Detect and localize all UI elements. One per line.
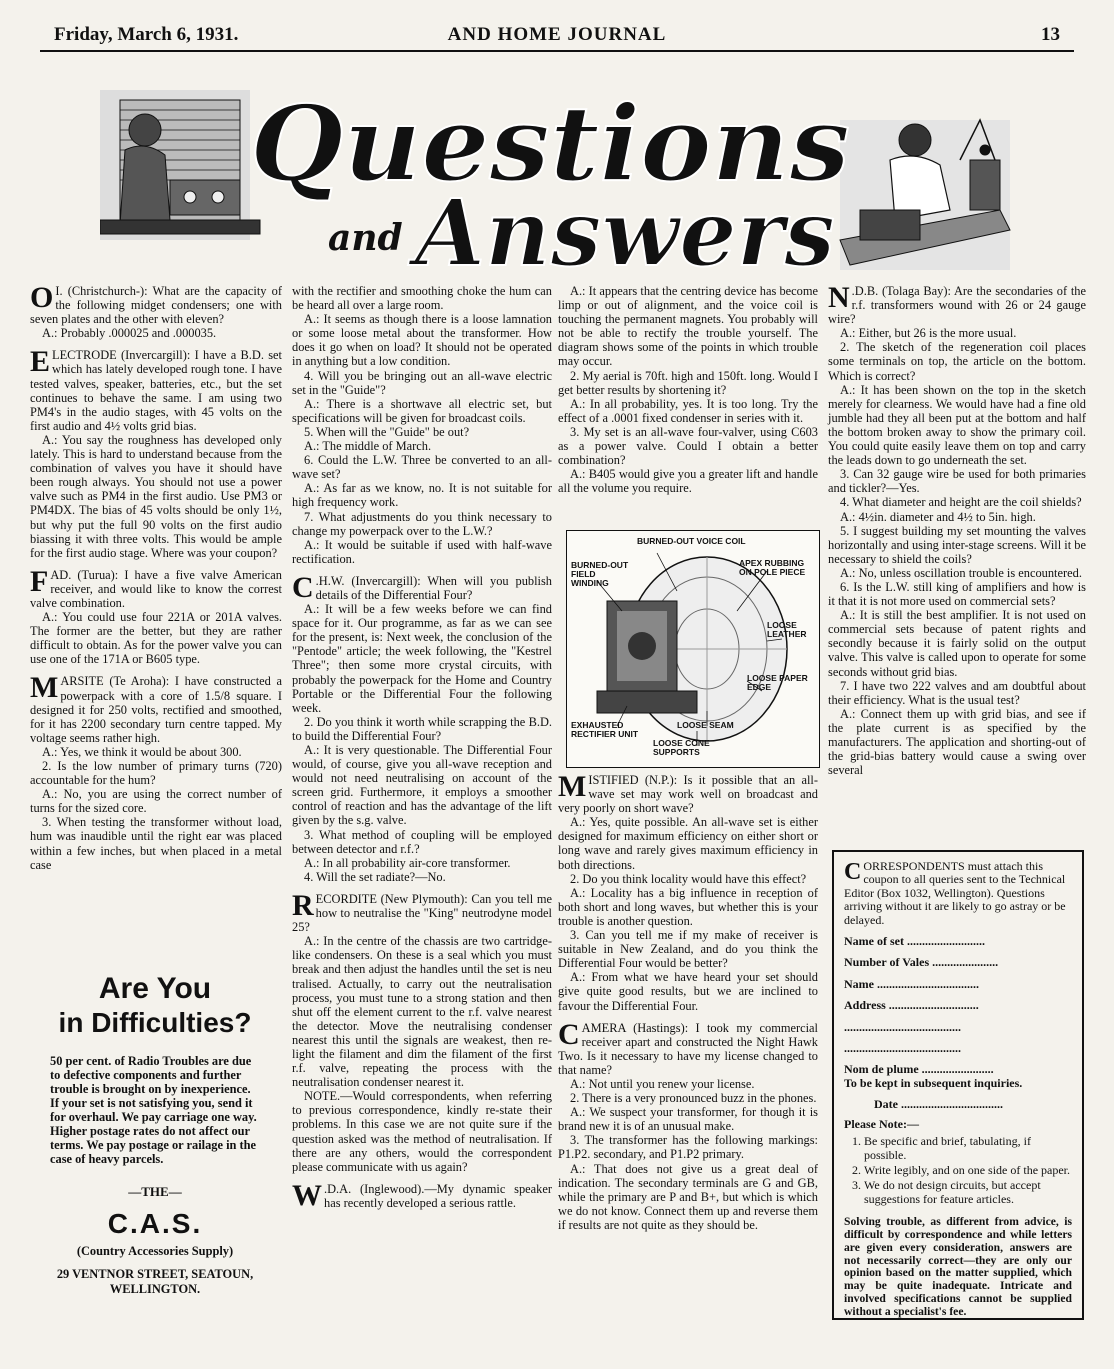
drop-cap: C — [558, 1017, 580, 1051]
column-2 — [292, 284, 552, 1210]
label-loose-leather: LOOSE LEATHER — [767, 620, 807, 639]
answer-paragraph — [828, 495, 1086, 509]
paragraph-text: A.: It is very questionable. The Differential Four would, of course, give you all-wave reception and would not need neutralising on account of the screen grid. Furthermore, it employs a smoother control of reaction and has the advantage of the lift given by the s.g. valve. — [292, 743, 552, 828]
question-paragraph — [30, 281, 282, 327]
drop-cap: O — [30, 281, 54, 314]
paragraph-text: A.: It is still the best amplifier. It is not used on commercial sets because of patent rights and secondly because it is fairly solid on the output valve. This valve is called upon to operate for some seconds without grid bias. — [828, 608, 1086, 679]
ad-address-line1: 29 VENTNOR STREET, SEATOUN, — [56, 1267, 254, 1281]
answer-paragraph — [292, 284, 552, 312]
answer-paragraph — [30, 759, 282, 787]
column-3-bottom — [558, 770, 818, 1232]
answer-paragraph — [558, 815, 818, 871]
field-address-line3[interactable]: ....................................... — [844, 1041, 961, 1056]
paragraph-text: .D.B. (Tolaga Bay): Are the secondaries of the r.f. transformers wound with 26 or 24 gauge wire? — [828, 284, 1086, 327]
answer-paragraph — [558, 872, 818, 886]
answer-paragraph — [558, 467, 818, 495]
paragraph-text: A.: You say the roughness has developed only lately. This is hard to understand because from the combination of valves you have it should have been rough always. You should not use a power valve such as PM4 in the first audio. Use PM3 or PM4DX. The bias of 45 volts should be only 1½, but why put the full 90 volts on the first audio biassing it with three volts. This would be ample for the first audio stage. Where was your coupon? — [30, 432, 282, 560]
paragraph-text: A.: It appears that the centring device has become limp or out of alignment, and the voice coil is touching the permanent magnets. You probably will not be able to rectify the trouble yourself. The diagram shows some of the points in which trouble may occur. — [558, 284, 818, 369]
header-rule — [40, 50, 1074, 52]
answer-paragraph — [292, 856, 552, 870]
paragraph-text: A.: In all probability, yes. It is too long. Try the effect of a .0001 fixed condenser in series with it. — [558, 396, 818, 425]
answer-paragraph — [292, 312, 552, 368]
answer-paragraph — [292, 397, 552, 425]
paragraph-text: A.: In the centre of the chassis are two cartridge-like condensers. On these is a seal which you must break and then adjust the handles until the set is neu tralised. Actually, to carry out the neutralisation process, you must tune to a strong station and then shut off the element current to the r.f. valve nearest the detector. Move the neutralising condenser nearest this until the signals are weakest, then re-light the filament and dim the filament of the first r.f. valve, repeating the process with the neutralisation condenser nearest it. — [292, 934, 552, 1090]
label-loose-cone-supports: LOOSE CONE SUPPORTS — [653, 738, 710, 757]
question-paragraph — [30, 671, 282, 745]
answer-paragraph — [558, 425, 818, 467]
banner-word-answers: Answers — [407, 179, 835, 282]
answer-paragraph — [558, 1133, 818, 1161]
paragraph-text: A.: It will be a few weeks before we can find space for it. Our programme, as far as we can see for the present, is: Next week, the conclusion of the "Pentode" article; the week following, the "Kestrel Three"; then some more crystal circuits, with probably the powerpack for the Home and Country Portable or the Differential Four the following week. — [292, 602, 552, 715]
paragraph-text: 2. My aerial is 70ft. high and 150ft. long. Would I get better results by shortening it? — [558, 368, 818, 397]
paragraph-text: 2. The sketch of the regeneration coil places some terminals on top, the article on the bottom. Which is correct? — [828, 340, 1086, 383]
answer-paragraph — [292, 602, 552, 715]
paragraph-text: 7. I have two 222 valves and am doubtful about their efficiency. What is the usual test? — [828, 678, 1086, 707]
column-4 — [828, 281, 1086, 778]
answer-paragraph — [30, 745, 282, 759]
ad-para: 50 per cent. of Radio Troubles are due to defective components and further trouble is brought on by inexperience. — [50, 1054, 252, 1096]
question-paragraph — [30, 564, 282, 610]
cas-advertisement — [30, 954, 280, 1314]
label-apex: APEX RUBBING ON POLE PIECE — [739, 558, 806, 577]
answer-paragraph — [292, 828, 552, 856]
answer-paragraph — [828, 326, 1086, 340]
paragraph-text: A.: Yes, we think it would be about 300. — [42, 744, 242, 759]
paragraph-text: 3. The transformer has the following markings: P1.P2. secondary, and P1.P2 primary. — [558, 1133, 818, 1162]
answer-paragraph — [828, 707, 1086, 777]
answer-paragraph — [292, 369, 552, 397]
paragraph-text: A.: You could use four 221A or 201A valves. The former are the better, but they are rather difficult to obtain. As for the power valve you can use one of the 171A or B605 type. — [30, 610, 282, 667]
paragraph-text: A.: Connect them up with grid bias, and see if the plate current is as specified by the manufacturers. The application and shorting-out of the grid-bias battery would cause a swing over several — [828, 706, 1086, 778]
drop-cap: M — [558, 770, 587, 803]
answer-paragraph — [292, 870, 552, 884]
ad-address-line2: WELLINGTON. — [109, 1282, 201, 1296]
ad-the: —THE— — [128, 1184, 182, 1199]
paragraph-text: A.: It seems as though there is a loose lamnation or some loose metal about the transformer. How does it go when on load? It should not be operated in anything but a low condition. — [292, 312, 552, 369]
page-number: 13 — [1041, 24, 1060, 45]
banner-word-questions: Questions — [250, 82, 850, 205]
answer-paragraph — [292, 934, 552, 1089]
answer-paragraph — [558, 1077, 818, 1091]
column-1 — [30, 281, 282, 872]
coupon-intro-text: ORRESPONDENTS must attach this coupon to all queries sent to the Technical Editor (Box 1032, Wellington). Questions arriving without it are likely to go astray or be delayed. — [844, 859, 1066, 927]
coupon-note: 2. Write legibly, and on one side of the paper. — [864, 1164, 1072, 1177]
answer-paragraph — [30, 433, 282, 560]
label-loose-seam: LOOSE SEAM — [677, 720, 734, 730]
left-illustration — [100, 90, 260, 240]
answer-paragraph — [30, 326, 282, 340]
question-paragraph — [292, 1178, 552, 1212]
paragraph-text: 5. When will the "Guide" be out? — [304, 424, 470, 439]
paragraph-text: A.: Locality has a big influence in reception of both short and long waves, but whether this is your trouble is another question. — [558, 885, 818, 928]
paragraph-text: A.: We suspect your transformer, for though it is brand new it is of an unusual make. — [558, 1105, 818, 1134]
coupon-intro — [844, 860, 1072, 927]
coupon-note: 1. Be specific and brief, tabulating, if possible. — [864, 1135, 1072, 1162]
paragraph-text: .H.W. (Invercargill): When will you publish details of the Differential Four? — [315, 573, 552, 602]
ad-para: Higher postage rates do not affect our terms. We pay postage or railage in the case of heavy parcels. — [50, 1124, 257, 1166]
answer-paragraph — [558, 1091, 818, 1105]
coupon-note-title: Please Note:— — [844, 1116, 919, 1131]
paragraph-text: 6. Is the L.W. still king of amplifiers and how is it that it is not more used on commercial sets? — [828, 579, 1086, 609]
paragraph-text: A.: The middle of March. — [304, 439, 432, 454]
ad-logo-cas: C.A.S. — [107, 1208, 203, 1239]
answer-paragraph — [558, 928, 818, 970]
question-paragraph — [558, 770, 818, 816]
coupon-kept-note: To be kept in subsequent inquiries. — [844, 1075, 1023, 1090]
label-loose-paper-edge: LOOSE PAPER EDGE — [747, 673, 808, 692]
field-address[interactable]: Address .............................. — [844, 998, 979, 1013]
answer-paragraph — [30, 787, 282, 815]
paragraph-text: 7. What adjustments do you think necessary to change my powerpack over to the L.W.? — [292, 509, 552, 538]
label-burned-out-field: BURNED-OUT FIELD WINDING — [571, 560, 629, 588]
paragraph-text: 3. Can you tell me if my make of receiver is suitable in New Zealand, and do you think the Differential Four would be better? — [558, 928, 818, 971]
answer-paragraph — [292, 538, 552, 566]
ad-subtitle: (Country Accessories Supply) — [76, 1244, 234, 1258]
field-address-line2[interactable]: ....................................... — [844, 1019, 961, 1034]
paragraph-text: 2. Do you think it worth while scrapping the B.D. to build the Differential Four? — [292, 714, 552, 743]
paragraph-text: ECORDITE (New Plymouth): Can you tell me how to neutralise the "King" neutrodyne model 25? — [292, 891, 552, 935]
answer-paragraph — [828, 510, 1086, 524]
paragraph-text: A.: No, unless oscillation trouble is encountered. — [840, 565, 1082, 580]
label-burned-out-voice-coil: BURNED-OUT VOICE COIL — [637, 536, 746, 546]
paragraph-text: A.: B405 would give you a greater lift and handle all the volume you require. — [558, 467, 818, 496]
paragraph-text: A.: No, you are using the correct number of turns for the sized core. — [30, 787, 282, 816]
paragraph-text: A.: Probably .000025 and .000035. — [42, 326, 217, 341]
paragraph-text: A.: From what we have heard your set should give quite good results, but we are inclined to favour the Differential Four. — [558, 970, 818, 1013]
banner-word-and: and — [328, 217, 403, 259]
field-nom-de-plume[interactable]: Nom de plume ........................ — [844, 1062, 994, 1077]
paragraph-text: 2. There is a very pronounced buzz in the phones. — [570, 1091, 817, 1106]
answer-paragraph — [558, 397, 818, 425]
drop-cap: R — [292, 888, 314, 922]
ad-heading-line1: Are You — [98, 972, 212, 1005]
coupon-note: 3. We do not design circuits, but accept suggestions for feature articles. — [864, 1179, 1072, 1206]
answer-paragraph — [558, 1162, 818, 1232]
answer-paragraph — [558, 369, 818, 397]
paragraph-text: A.: Either, but 26 is the more usual. — [840, 326, 1017, 341]
paragraph-text: A.: Yes, quite possible. An all-wave set is either designed for maximum efficiency on either short or long wave and rarely gives maximum efficiency in both directions. — [558, 815, 818, 872]
paragraph-text: A.: It would be suitable if used with half-wave rectification. — [292, 537, 552, 566]
drop-cap: N — [828, 281, 850, 314]
paragraph-text: LECTRODE (Invercargill): I have a B.D. set which has lately developed rough tone. I have tested valves, speaker, batteries, etc., but the set continues to behave the same. I am using two PM4's in the audio stages, with 45 volts on the first audio and 4½ volts grid bias. — [30, 348, 282, 433]
answer-paragraph — [558, 886, 818, 928]
answer-paragraph — [828, 679, 1086, 707]
drop-cap: W — [292, 1178, 322, 1212]
answer-paragraph — [292, 453, 552, 481]
paragraph-text: A.: It has been shown on the top in the sketch merely for clearness. We would have had a fine old jumble had they all been put at the bottom and half the bottom broken away to show the primary coil. You could quite easily leave them on top and carry the leads down to go underneath the set. — [828, 382, 1086, 468]
ad-para: If your set is not satisfying you, send it for overhaul. We pay carriage one way. — [50, 1096, 257, 1124]
paragraph-text: with the rectifier and smoothing choke the hum can be heard all over a large room. — [292, 284, 552, 313]
paragraph-text: 3. My set is an all-wave four-valver, using C603 as a power valve. Could I obtain a better combination? — [558, 424, 818, 468]
drop-cap: E — [30, 345, 51, 379]
page-header — [54, 24, 1060, 50]
field-name[interactable]: Name .................................. — [844, 976, 979, 991]
paragraph-text: 3. What method of coupling will be employed between detector and r.f.? — [292, 827, 552, 856]
paragraph-text: AD. (Turua): I have a five valve American receiver, and would like to know the correst valve combination. — [30, 567, 282, 610]
answer-paragraph — [828, 383, 1086, 468]
paragraph-text: 4. Will the set radiate?—No. — [304, 869, 446, 884]
answer-paragraph — [292, 425, 552, 439]
column-3 — [558, 284, 818, 495]
answer-paragraph — [828, 566, 1086, 580]
question-paragraph — [292, 888, 552, 935]
answer-paragraph — [292, 743, 552, 828]
paragraph-text: I. (Christchurch-): What are the capacity of the following midget condensers; one with seven plates and the other with eleven? — [30, 284, 282, 327]
paragraph-text: ISTIFIED (N.P.): Is it possible that an all-wave set may work well on broadcast and very poorly on short wave? — [558, 773, 818, 816]
answer-paragraph — [828, 580, 1086, 608]
question-paragraph — [828, 281, 1086, 327]
correspondents-coupon — [832, 850, 1084, 1320]
paragraph-text: A.: As far as we know, no. It is not suitable for high frequency work. — [292, 481, 552, 510]
right-illustration — [840, 120, 1010, 270]
paragraph-text: A.: Not until you renew your license. — [570, 1076, 755, 1091]
column-3-top — [558, 284, 818, 495]
question-paragraph — [30, 345, 282, 433]
answer-paragraph — [558, 284, 818, 369]
answer-paragraph — [828, 467, 1086, 495]
paragraph-text: 3. Can 32 gauge wire be used for both primaries and tickler?—Yes. — [828, 467, 1086, 496]
coupon-notes — [844, 1135, 1072, 1206]
answer-paragraph — [292, 1089, 552, 1174]
answer-paragraph — [30, 610, 282, 666]
answer-paragraph — [30, 815, 282, 871]
answer-paragraph — [292, 715, 552, 743]
label-exhausted-rectifier: EXHAUSTED RECTIFIER UNIT — [571, 720, 639, 739]
answer-paragraph — [828, 524, 1086, 566]
answer-paragraph — [558, 1105, 818, 1133]
paragraph-text: A.: In all probability air-core transformer. — [304, 855, 511, 870]
answer-paragraph — [828, 340, 1086, 382]
coupon-drop-cap: C — [844, 859, 862, 885]
paragraph-text: ARSITE (Te Aroha): I have constructed a powerpack with a core of 1.5/8 square. I designed it for 250 volts, rectified and smoothed, for it has 2200 secondary turn centre tapped. My voltage seems rather high. — [30, 674, 282, 745]
paragraph-text: .D.A. (Inglewood).—My dynamic speaker has recently developed a serious rattle. — [324, 1181, 552, 1210]
drop-cap: M — [30, 671, 59, 705]
paragraph-text: A.: There is a shortwave all electric set, but specifications will be given for broadcast coils. — [292, 396, 552, 425]
field-date[interactable]: Date .................................. — [874, 1097, 1003, 1112]
paragraph-text: A.: That does not give us a great deal of indication. The secondary terminals are G and GB, while the primary are P and B+, but which is which we do not know. Connect them up and reverse them if results are not quite as they should be. — [558, 1161, 818, 1232]
answer-paragraph — [292, 510, 552, 538]
field-number-of-valves[interactable]: Number of Vales ...................... — [844, 955, 999, 970]
questions-answers-banner — [100, 60, 1014, 282]
coupon-solving-notice: Solving trouble, as different from advice, is difficult by correspondence and while letters are given every consideration, answers are not necessarily correct—they are only our opinion based on the matter supplied, which may be quite inadequate. Intricate and involved specifications cannot be supplied without a specialist's fee. — [844, 1215, 1072, 1318]
field-name-of-set[interactable]: Name of set .......................... — [844, 934, 985, 949]
paragraph-text: 4. Will you be bringing out an all-wave electric set in the "Guide"? — [292, 368, 552, 397]
speaker-fault-diagram — [566, 530, 820, 768]
journal-title: AND HOME JOURNAL — [447, 24, 667, 45]
answer-paragraph — [828, 608, 1086, 678]
drop-cap: C — [292, 570, 314, 604]
question-paragraph — [558, 1017, 818, 1077]
paragraph-text: 3. When testing the transformer without load, hum was inaudible until the right ear was placed within a few inches, but when placed in a metal case — [30, 815, 282, 872]
paragraph-text: 2. Is the low number of primary turns (720) accountable for the hum? — [30, 759, 282, 788]
ad-heading-line2: in Difficulties? — [58, 1007, 252, 1038]
paragraph-text: 2. Do you think locality would have this effect? — [570, 871, 807, 886]
drop-cap: F — [30, 564, 49, 598]
paragraph-text: AMERA (Hastings): I took my commercial receiver apart and constructed the Night Hawk Two. Is it necessary to have my license changed to that name? — [558, 1020, 818, 1077]
paragraph-text: 4. What diameter and height are the coil shields? — [840, 495, 1082, 510]
paragraph-text: A.: 4½in. diameter and 4½ to 5in. high. — [840, 509, 1036, 524]
ad-address — [30, 1267, 280, 1297]
answer-paragraph — [558, 970, 818, 1012]
paragraph-text: 6. Could the L.W. Three be converted to an all-wave set? — [292, 453, 552, 482]
paragraph-text: 5. I suggest building my set mounting the valves horizontally and using inter-stage screens. Will it be necessary to shield the coils? — [828, 523, 1086, 566]
paragraph-text: NOTE.—Would correspondents, when referring to previous correspondence, kindly re-state their problems. In this case we are not quite sure if the question asked was the method of neutralisation. If there are any others, would the correspondent please communicate with us again? — [292, 1089, 552, 1174]
answer-paragraph — [292, 439, 552, 453]
question-paragraph — [292, 570, 552, 604]
answer-paragraph — [292, 481, 552, 509]
ad-body — [50, 1054, 260, 1166]
issue-date: Friday, March 6, 1931. — [54, 24, 239, 45]
